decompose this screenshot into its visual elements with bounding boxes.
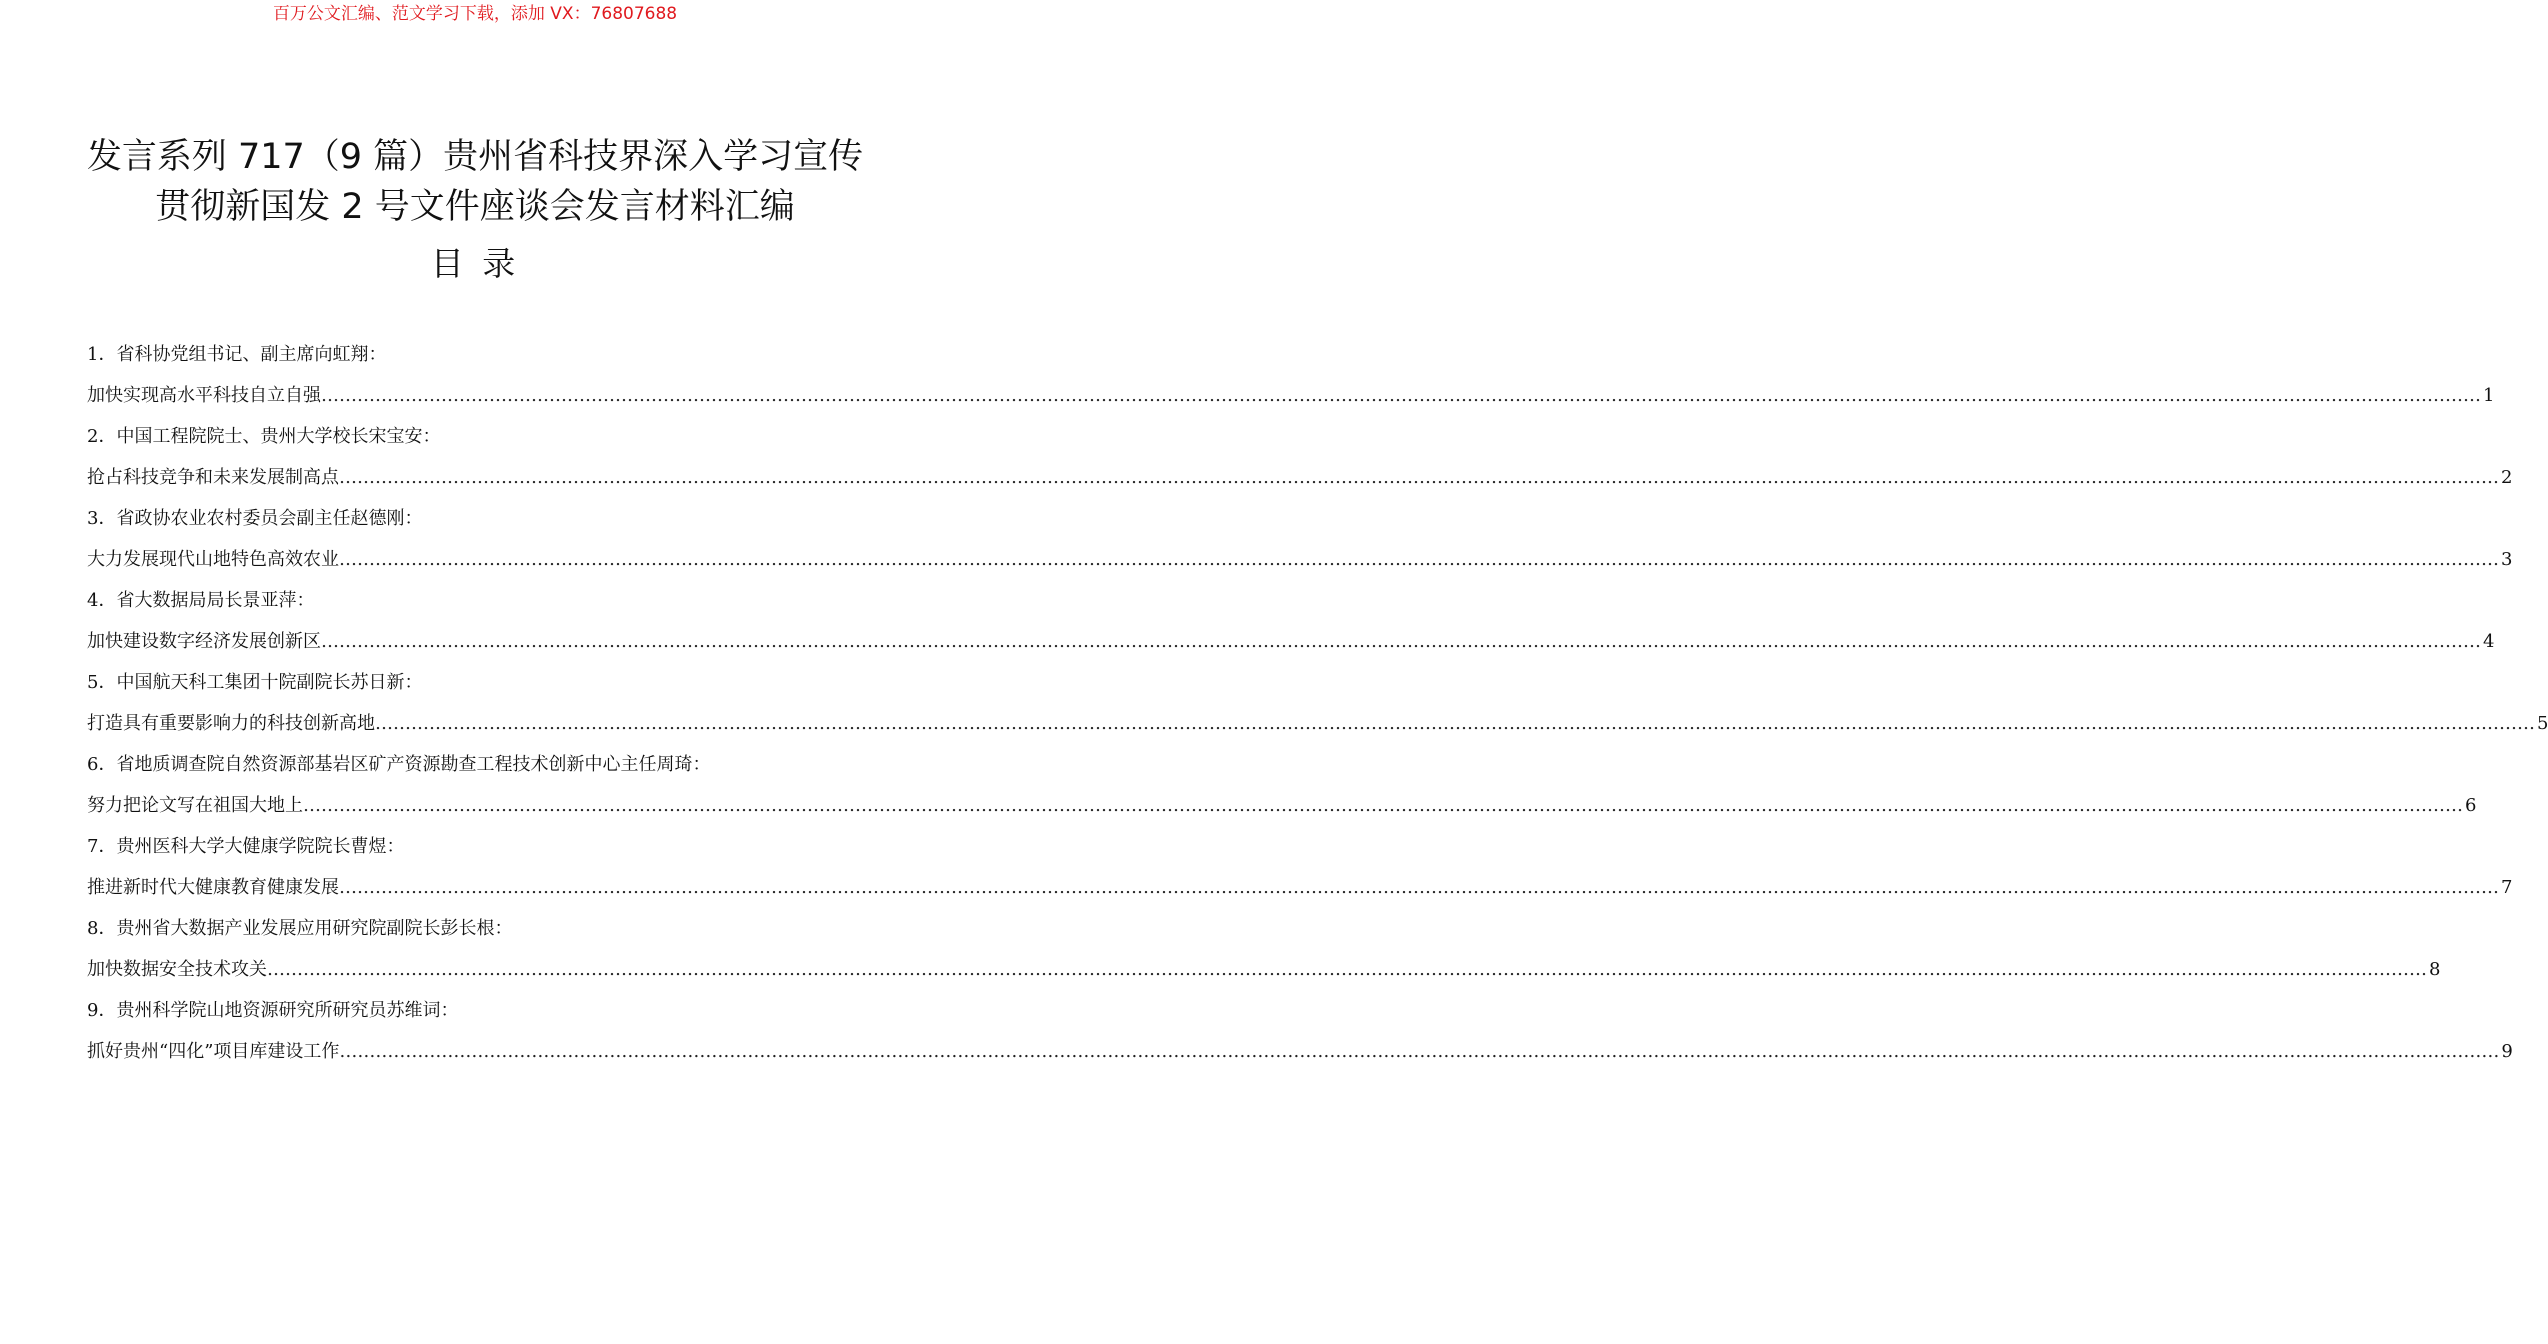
title-line-2: 贯彻新国发 2 号文件座谈会发言材料汇编: [155, 187, 795, 227]
toc-speaker: 9．贵州科学院山地资源研究所研究员苏维词：: [87, 1000, 459, 1021]
toc-topic-row[interactable]: [87, 539, 2513, 580]
dot-leader: ………………………………………………………………………………………………………………………………………………………………………………………………………………………………………………………………………………………………………………………………: [321, 385, 2481, 406]
title-line-1: 发言系列 717（9 篇）贵州省科技界深入学习宣传: [86, 137, 864, 177]
toc-speaker: 6．省地质调查院自然资源部基岩区矿产资源勘查工程技术创新中心主任周琦：: [87, 754, 711, 775]
toc-topic-row[interactable]: [87, 457, 2513, 498]
toc-speaker: 4．省大数据局局长景亚萍：: [87, 590, 315, 611]
toc-topic: 加快数据安全技术攻关: [87, 959, 267, 980]
dot-leader: ………………………………………………………………………………………………………………………………………………………………………………………………………………………………………………………………………………………………………………………………: [339, 877, 2499, 898]
toc-page-number: 9: [2501, 1041, 2513, 1062]
dot-leader: ………………………………………………………………………………………………………………………………………………………………………………………………………………………………………………………………………………………………………………………………: [321, 631, 2481, 652]
toc-entry[interactable]: [87, 662, 2548, 744]
toc-page-number: 3: [2501, 549, 2513, 570]
toc-topic: 抢占科技竞争和未来发展制高点: [87, 467, 339, 488]
toc-topic-row[interactable]: [87, 1031, 2513, 1072]
document-title: [40, 132, 910, 232]
toc-topic-row[interactable]: [87, 703, 2548, 744]
toc-topic: 抓好贵州“四化”项目库建设工作: [87, 1041, 340, 1062]
toc-topic-row[interactable]: [87, 949, 2441, 990]
toc-topic-row[interactable]: [87, 867, 2513, 908]
toc-topic: 加快建设数字经济发展创新区: [87, 631, 321, 652]
dot-leader: ………………………………………………………………………………………………………………………………………………………………………………………………………………………………………………………………………………………………………………………………: [339, 1041, 2500, 1062]
toc-entry[interactable]: [87, 416, 2513, 498]
toc-page-number: 5: [2537, 713, 2548, 734]
toc-entry[interactable]: [87, 744, 2477, 826]
table-of-contents: [87, 334, 2548, 1072]
toc-speaker: 7．贵州医科大学大健康学院院长曹煜：: [87, 836, 405, 857]
toc-page-number: 8: [2429, 959, 2441, 980]
dot-leader: ………………………………………………………………………………………………………………………………………………………………………………………………………………………………………………………………………………………………………………………………: [339, 549, 2499, 570]
toc-entry[interactable]: [87, 908, 2441, 990]
toc-speaker: 1．省科协党组书记、副主席向虹翔：: [87, 344, 387, 365]
dot-leader: ………………………………………………………………………………………………………………………………………………………………………………………………………………………………………………………………………………………………………………………………: [339, 467, 2499, 488]
toc-entry[interactable]: [87, 580, 2495, 662]
toc-topic-row[interactable]: [87, 785, 2477, 826]
toc-heading: 目 录: [430, 244, 520, 283]
toc-topic: 努力把论文写在祖国大地上: [87, 795, 303, 816]
toc-page-number: 6: [2465, 795, 2477, 816]
toc-page-number: 4: [2483, 631, 2495, 652]
toc-entry[interactable]: [87, 334, 2495, 416]
toc-entry[interactable]: [87, 498, 2513, 580]
toc-page-number: 7: [2501, 877, 2513, 898]
toc-speaker: 5．中国航天科工集团十院副院长苏日新：: [87, 672, 423, 693]
toc-entry[interactable]: [87, 826, 2513, 908]
toc-page-number: 1: [2483, 385, 2495, 406]
toc-topic: 大力发展现代山地特色高效农业: [87, 549, 339, 570]
dot-leader: ………………………………………………………………………………………………………………………………………………………………………………………………………………………………………………………………………………………………………………………………: [303, 795, 2463, 816]
toc-page-number: 2: [2501, 467, 2513, 488]
toc-topic-row[interactable]: [87, 375, 2495, 416]
toc-topic: 打造具有重要影响力的科技创新高地: [87, 713, 375, 734]
toc-speaker: 8．贵州省大数据产业发展应用研究院副院长彭长根：: [87, 918, 513, 939]
toc-speaker: 3．省政协农业农村委员会副主任赵德刚：: [87, 508, 423, 529]
toc-topic: 推进新时代大健康教育健康发展: [87, 877, 339, 898]
dot-leader: ………………………………………………………………………………………………………………………………………………………………………………………………………………………………………………………………………………………………………………………………: [267, 959, 2427, 980]
watermark-banner: 百万公文汇编、范文学习下载，添加 VX：76807688: [272, 4, 678, 24]
toc-speaker: 2．中国工程院院士、贵州大学校长宋宝安：: [87, 426, 441, 447]
toc-topic-row[interactable]: [87, 621, 2495, 662]
toc-topic: 加快实现高水平科技自立自强: [87, 385, 321, 406]
dot-leader: ………………………………………………………………………………………………………………………………………………………………………………………………………………………………………………………………………………………………………………………………: [375, 713, 2535, 734]
toc-entry[interactable]: [87, 990, 2513, 1072]
